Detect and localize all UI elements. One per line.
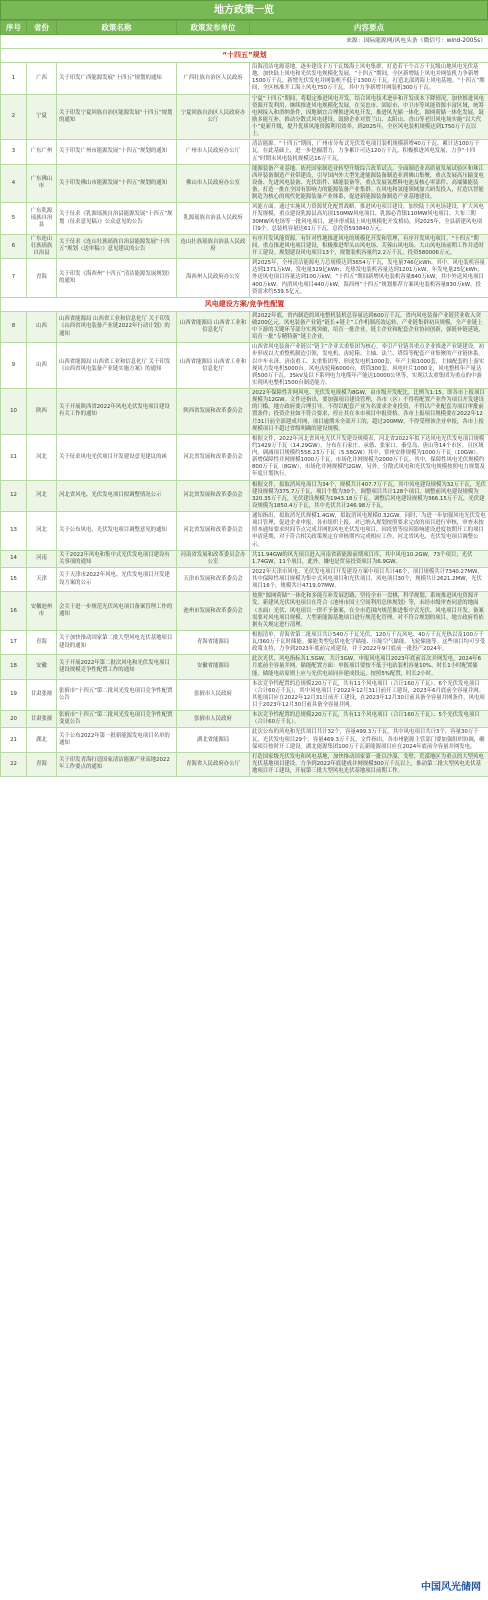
section-row-competitive: [1, 297, 488, 311]
row-province: 广东连山壮族瑶族自治县: [27, 234, 57, 258]
row-content: 清洁能源。“十四五”期间，广州市分布式光伏发电项目装机规模新增40万千瓦，累计达100万千瓦。在此基础上，进一步挖掘潜力，力争累计可达120万千瓦。积极推进风电发展，力争“十四五”时期末风电装机规模达16万千瓦。: [250, 140, 488, 164]
row-province: 青海: [27, 259, 57, 298]
table-row: [1, 711, 488, 728]
row-policy-name: 关于印发宁夏回族自治区能源发展“十四五”规划的通知: [57, 94, 177, 140]
source-text: 来源：国际能源网/风电头条（微信号：wind-2005s）: [1, 35, 488, 49]
row-issuer: 海西州人民政府办公室: [177, 259, 250, 298]
row-policy-name: 山西省能源局 山西省工业和信息化厅 关于印发《山西省风电装备产业链实施方案》的通知: [57, 343, 177, 389]
row-policy-name: 张掖市“十四五”第二批风光发电项目竞争性配置变更公告: [57, 711, 177, 728]
section-title-competitive: 风电建设方案/竞争性配置: [1, 297, 488, 311]
row-province: 天津: [27, 567, 57, 591]
row-content: 根据清单，青海省第二批项目共计540万千瓦光伏、120万千瓦风电、40万千瓦光热以及100万千瓦/360万千瓦时储能。储能类型包括电化学储能、压缩空气储能、飞轮储能等。这些项目均可享受政策支持，力争到2023年底前完成建设，并于2022年9月底前一批投产2024年。: [250, 630, 488, 654]
row-policy-name: 关于开展2022年第二批次风电和光伏发电项目建设规模竞争性配置工作的通知: [57, 655, 177, 679]
section-title-plans: “十四五”规划: [1, 49, 488, 63]
row-content: 此次光伏、风电指标各1.5GW，共计3GW。申报风电项目2023年底前首次并网发电，2024年6月底前全容量并网。储能配置方面：申报项目要按不低于电站装机容量10%、时长1小时配置储能，储能电站原则上应与光伏电站同步建成投运，按照5%配置，时长2小时。: [250, 655, 488, 679]
row-number: 11: [1, 434, 27, 480]
row-number: 6: [1, 234, 27, 258]
row-content: 山西省风电装备产业链以“链主”企业太重集团为核心，牵引产业链各重点企业推进产业链建设，初步形成以大重整机制造引领，发电机、齿轮箱、主轴、法兰、塔筒等配套产业集聚的产业链体系。以中车永济、济南重工、太重集团等，形成发电机1000套，年产主轴1000套，主轴配套的上游实现风力发电机5000台。风电齿轮箱6000台，塔筒300套。风电叶片1000支，风电整机年产量达到500万千瓦。35kV及以下系列电力电缆年产能达10000公里等，实现以太重集团为重点的中游实现风电整机1500台制造能力。: [250, 343, 488, 389]
row-number: 7: [1, 259, 27, 298]
row-province: 河北: [27, 480, 57, 512]
table-row: [1, 752, 488, 776]
table-row: [1, 728, 488, 752]
row-province: 广西: [27, 63, 57, 95]
row-issuer: 天津市发展和改革委员会: [177, 567, 250, 591]
row-number: 21: [1, 728, 27, 752]
row-issuer: 乳源瑶族自治县人民政府: [177, 203, 250, 235]
row-policy-name: 会关于进一步规范光伏风电项目备案管理工作的通知: [57, 592, 177, 631]
row-number: 2: [1, 94, 27, 140]
row-policy-name: 关于印发《海西州“十四五”清洁能源发展规划》的通知: [57, 259, 177, 298]
row-province: 陕西: [27, 389, 57, 435]
row-number: 20: [1, 711, 27, 728]
row-policy-name: 关于加快推动国家第二批大型风电光伏基地项目建设的通知: [57, 630, 177, 654]
section-row-plans: [1, 49, 488, 63]
table-row: [1, 679, 488, 711]
row-number: 16: [1, 592, 27, 631]
row-province: 青海: [27, 752, 57, 776]
row-content: 2022年保障性并网风电、光伏发电规模为8GW，由市级开发配比，比例为1:15。即各市上报项目规模为12GW。文件还指出，要加强项目建设管理，各市（区）不得将配置产业作为项目开发建设的门槛，地方政府要合理引导，不得以配套产业为名要求企业投资，不得以产业配套为项目审批前置条件；投资企业如不符合要求，停止其在本市项目申报资格。各市上报项目规模要在2022年12月31日前全部建成并网，项目逾期未全部开工的，超过200MW，不得受理该企业申报，各市上报规模项目不超过省级明确的建设规模。: [250, 389, 488, 435]
row-issuer: 青海省能源局: [177, 630, 250, 654]
header-province: 省份: [27, 21, 57, 35]
row-policy-name: 关于征求《乳源瑶族自治县能源发展“十四五”规划（征求意见稿）》公众意见的公告: [57, 203, 177, 235]
row-content: 通知指出，拟取消光伏规模1.4GW，拟取消风电规模0.32GW。同时，为进一步加强风电光伏发电项目管理，促进企业申报，各市组织上报，对已纳入规划按照要求完成的项目进行审核，审查未按照本通知要求时间节点完成并网的风电光伏发电项目，因疫情等原因影响建设进度按期开工的项目申请延期，对于符合相关政策规定在审核期内完成相应工作，河北省风电、光伏发电项目调整公示。: [250, 512, 488, 551]
table-body: [1, 35, 488, 777]
row-number: 22: [1, 752, 27, 776]
row-content: 打造国家级光伏发电和风电基地，加快推动国家第一批以沙漠、戈壁、荒漠地区为重点的大型风电光伏基地项目建设，力争到2022年底建成并网规模300万千瓦以上，推动第二批大型风电光伏基地项目开工建设，开展第三批大型风电光伏基地项目前期工作。: [250, 752, 488, 776]
row-policy-name: 关于公布风电、光伏发电项目调整意见的通知: [57, 512, 177, 551]
table-row: [1, 512, 488, 551]
row-policy-name: 关于印发佛山市能源发展“十四五”规划的通知: [57, 164, 177, 203]
table-row: [1, 550, 488, 567]
row-issuer: 山西省能源局 山西省工业和信息化厅: [177, 343, 250, 389]
source-row: [1, 35, 488, 49]
row-content: 有序开发风能资源。有针对性地推进风电的规模化开发和管理，有序开发风电项目。“十四五”期间，重点推进风电项目建设，积极推进犁头山风电场、芙蓉山风电场、大山风电场前期工作并适时开工建设。规划建设风电项目13个，规划装机容量约2.2万千瓦，投资580006万元。: [250, 234, 488, 258]
row-policy-name: 河北省风电、光伏发电项目拟调整情况公示: [57, 480, 177, 512]
row-policy-name: 张掖市“十四五”第二批风光发电项目竞争性配置公告: [57, 679, 177, 711]
table-row: [1, 567, 488, 591]
row-policy-name: 关于印发广州市能源发展“十四五”规划的通知: [57, 140, 177, 164]
row-province: 湖北: [27, 728, 57, 752]
table-row: [1, 655, 488, 679]
row-number: 18: [1, 655, 27, 679]
row-number: 14: [1, 550, 27, 567]
row-policy-name: 关于印发广西能源发展“十四五”规划的通知: [57, 63, 177, 95]
header-issuer: 政策发布单位: [177, 21, 250, 35]
row-number: 5: [1, 203, 27, 235]
row-issuer: 湖北省能源局: [177, 728, 250, 752]
table-row: [1, 94, 488, 140]
row-province: 安徽: [27, 655, 57, 679]
row-issuer: 河北省发展和改革委员会: [177, 434, 250, 480]
row-province: 安徽池州市: [27, 592, 57, 631]
table-row: [1, 140, 488, 164]
table-row: [1, 311, 488, 343]
row-issuer: 池州市发展和改革委员会: [177, 592, 250, 631]
row-policy-name: 关于征求《连山壮族瑶族自治县能源发展“十四五”规划（送审稿）》意见建议的公告: [57, 234, 177, 258]
row-number: 15: [1, 567, 27, 591]
row-number: 1: [1, 63, 27, 95]
header-name: 政策名称: [57, 21, 177, 35]
row-issuer: 广西壮族自治区人民政府: [177, 63, 250, 95]
row-content: 风能方面。通过实施风力资源优化配置战略，推进风电项目建设，加快陆上风电场建设，扩大风电开发规模，重点建设乳源县高坑顶150MW风电项目、乳源必背镇110MW风电项目、大布三期30MW风电场等一批风电项目，逐步形成陆上风电规模化开发格局，到2025年，全县新建风电项目9个，总装机容量达61万千瓦，总投资593840万元。: [250, 203, 488, 235]
table-row: [1, 63, 488, 95]
row-policy-name: 关于印发青海打造国家清洁能源产业高地2022年工作要点的通知: [57, 752, 177, 776]
row-province: 宁夏: [27, 94, 57, 140]
table-row: [1, 630, 488, 654]
row-content: 按照“源网荷储”一体化和多能互补发展思路，坚持全市一盘棋，科学规划、系统推进风电资源开发，新建风光伏风电项目在符合《池州市国土空间利用总体规划》等，未经市级审查同意的地面（水面）光伏、风电项目一律不予备案，在全市范围内规范推进集中式光伏、风电项目开发。备案需要对风电项目规模、大型新能源基地项目进行规范化管理，对不符合规划的项目，地方政府将依据有关规定进行清理。: [250, 592, 488, 631]
row-content: 能源装备产业基地。依托国家制造业转型升级综合改革试点，全面制造业高质量发展试验区和珠江西岸装备制造产业带建设，引导国内外大型先进能源装备制造业到佛山集聚，重点发展高压输变电设备、先进风电装备、光伏组件、储能装备等，重点发展氢燃料电池及核心零部件、高端储能装备，打造一批在全国有影响力的能源装备产业集群。在风电和氢能领域加大研发投入，打造以智能制造为核心的现代化能源装备产业体系，促进新能源装备制造产业基地建设。: [250, 164, 488, 203]
row-province: 河北: [27, 434, 57, 480]
row-issuer: 河北省发展和改革委员会: [177, 512, 250, 551]
row-province: 山西: [27, 343, 57, 389]
row-province: 广东乳源瑶族自治县: [27, 203, 57, 235]
row-content: 本次竞争性配置的总规模220万千瓦，共有11个风电项目（合计160万千瓦）、5个光伏发电项目（合计60万千瓦）。: [250, 711, 488, 728]
row-issuer: 安徽省能源局: [177, 655, 250, 679]
row-province: 青海: [27, 630, 57, 654]
row-content: 宁夏“十四五”期间，将稳定推进风电开发。结合风电技术进步和开发成本下降情况，加快推进风电资源开发利用，继续推进风电规模化发展，在吴忠市、固原市、中卫市等风能资源丰富区域，统筹电网接入和消纳条件，因地制宜合理推进风电开发，推进风光储一体化、源网荷储一体化发展，鼓励多能互补，推动分散式风电建设。鼓励企业对贺兰山、太阳山、香山等老旧风电场实施“以大代小”更新升级，提升优质风能资源利用效率。到2025年，全区风电装机规模达到1750万千瓦以上。: [250, 94, 488, 140]
row-issuer: 河南省发展和改革委员会办公室: [177, 550, 250, 567]
watermark-logo: 中国风光储网: [418, 1577, 484, 1594]
row-issuer: 连山壮族瑶族自治县人民政府: [177, 234, 250, 258]
row-content: 此次公布的风电和光伏项目共计32个，容量499.3万千瓦。其中风电项目共计3个，容量30万千瓦，光伏发电项目29个，容量469.3万千瓦。文件指出，各市州能源主管部门要加强组织协调，确保项目按时开工建设。湖北能源集团100万千瓦新能源项目应在2024年底前全容量并网发电。: [250, 728, 488, 752]
row-policy-name: 关于征求风电光伏项目开发建设意见建议的函: [57, 434, 177, 480]
row-province: 广东广州: [27, 140, 57, 164]
row-content: 根据文件，2022年河北省风电光伏开发建设规模表，河北省2022年拟下达风电光伏发电项目规模约1429万千瓦（14.29GW），分布在石家庄、承德、张家口、秦皇岛、唐山等14个市区。且区域内，调减项目规模约558.23万千瓦（5.58GW）其中，常州安排规模为1000万千瓦（10GW）。新增保障性并网规模1000万千瓦，市场化并网规模为2000万千瓦。其中，保障性风电光伏规模约800万千瓦（8GW），市场化并网规模约2GW。另外，分散式风电和光伏发电规模按照电力规划及年度计划执行。: [250, 434, 488, 480]
table-header-row: [1, 21, 488, 35]
row-number: 10: [1, 389, 27, 435]
page-title: 地方政策一览: [0, 0, 488, 20]
row-issuer: 陕西省发展和改革委员会: [177, 389, 250, 435]
table-row: [1, 592, 488, 631]
row-number: 13: [1, 512, 27, 551]
policy-table: [0, 20, 488, 777]
row-number: 9: [1, 343, 27, 389]
row-policy-name: 关于天津市2022年风电、光伏发电项目开发建设方案的公示: [57, 567, 177, 591]
table-row: [1, 234, 488, 258]
table-row: [1, 389, 488, 435]
row-issuer: 广州市人民政府办公厅: [177, 140, 250, 164]
row-province: 山西: [27, 311, 57, 343]
row-issuer: 佛山市人民政府办公室: [177, 164, 250, 203]
row-province: 甘肃张掖: [27, 711, 57, 728]
row-content: 根据文件，拟取消风电项目为34个，规模共计407.7万千瓦，其中风电建设规模为32万千瓦，光伏建设规模为375.7万千瓦，项目个数为30个，调整项目共计128个项目，调整前风电建设规模为320.35万千瓦，光伏建设规模为1943.18万千瓦。调整后风电建设规模为366.15万千瓦，光伏建设规模为1850.4万千瓦，其中光伏共计246.98万千瓦。: [250, 480, 488, 512]
table-row: [1, 259, 488, 298]
row-number: 19: [1, 679, 27, 711]
row-policy-name: 关于2022年风电和集中式光伏发电项目建设有关事项的通知: [57, 550, 177, 567]
row-content: 沿海清洁电源基地。逐步建设千万千瓦级海上风电集群，打造若干个百万千瓦级山地风电光伏基地。加快陆上风电和光伏发电规模化发展。“十四五”期间，全区新增陆上风电并网装机力争新增1500万千瓦、新增光伏发电并网装机不低于1300万千瓦。打造北部湾海上风电基地。“十四五”期间，全区核准开工海上风电750万千瓦，其中力争新增并网装机300万千瓦。: [250, 63, 488, 95]
row-content: 到2022年底，省内制造的风电整机装机总容量达到600万千瓦，省内风电装备产业链营业收入突破200亿元。风电装备产业链“链长+链主”工作机制高效运转，产业链集群初具规模，全产业链上中下游的关键环节部分实现突破，培育一批企业，链主企业和配套企业协同创新，强链补链延链，培育一批“专精特新”链主企业。: [250, 311, 488, 343]
row-content: 共11.94GW的风光项目进入河南省新能源前期项目库，其中风电10.2GW，73个项目；光伏1.74GW，11个项目，此外，嫌电是贸易投资项目为6.9GW。: [250, 550, 488, 567]
row-province: 河北: [27, 512, 57, 551]
row-number: 12: [1, 480, 27, 512]
table-row: [1, 343, 488, 389]
row-policy-name: 关于开展陕西省2022年风电光伏发电项目建设有关工作的通知: [57, 389, 177, 435]
header-no: 序号: [1, 21, 27, 35]
row-issuer: 张掖市人民政府: [177, 679, 250, 711]
row-issuer: 张掖市人民政府: [177, 711, 250, 728]
table-row: [1, 164, 488, 203]
row-province: 广东佛山市: [27, 164, 57, 203]
row-number: 3: [1, 140, 27, 164]
row-number: 17: [1, 630, 27, 654]
header-content: 内容要点: [250, 21, 488, 35]
row-policy-name: 关于公布2022年第一批新能源发电项目名单的通知: [57, 728, 177, 752]
row-number: 4: [1, 164, 27, 203]
row-province: 河南: [27, 550, 57, 567]
table-row: [1, 480, 488, 512]
table-row: [1, 203, 488, 235]
row-number: 8: [1, 311, 27, 343]
row-content: 到2025年，全州清洁能源电力总规模达到3654万千瓦，发电量746亿kWh。其中，风电装机容量达到1371万kW，发电量329亿kWh；光热发电装机容量达到1201万kW，年发电量25亿kWh，外送风电项目容量达到100万kW。“十四五”期间新增风电装机容量840万kW，其中外送风电项目400万kW，内消风电项目440万kW，海西州“十四五”规划推荐方案风电装机容量830万kW，投资需求约539.5亿元。: [250, 259, 488, 298]
row-issuer: 青海省人民政府办公厅: [177, 752, 250, 776]
row-province: 甘肃张掖: [27, 679, 57, 711]
row-policy-name: 山西省能源局 山西省工业和信息化厅 关于印发《山西省风电装备产业链2022年行动计划》的通知: [57, 311, 177, 343]
row-issuer: 宁夏回族自治区人民政府办公厅: [177, 94, 250, 140]
row-issuer: 山西省能源局 山西省工业和信息化厅: [177, 311, 250, 343]
row-issuer: 河北省发展和改革委员会: [177, 480, 250, 512]
table-row: [1, 434, 488, 480]
row-content: 本次竞争性配置的总规模220万千瓦，共有11个风电项目（合计160万千瓦）、6个光伏发电项目（合计60万千瓦），其中风电项目于2022年12月31日前开工建设，2023年6月底前全容量并网。其他项目应在2022年12月31日前开工建设，在2023年12月30日前具备全容量并网条件，风电项目于2023年12月30日前具备全容量并网。: [250, 679, 488, 711]
row-content: 2022年天津市风电、光伏发电项目开发建设方案中项目共计46个，项目规模共计7340.27MW，其中保障性项目规模为集中式风电项目和光伏项目，风电项目30个，规模共计2621.2MW，光伏项目16个，规模共计4719.07MW。: [250, 567, 488, 591]
